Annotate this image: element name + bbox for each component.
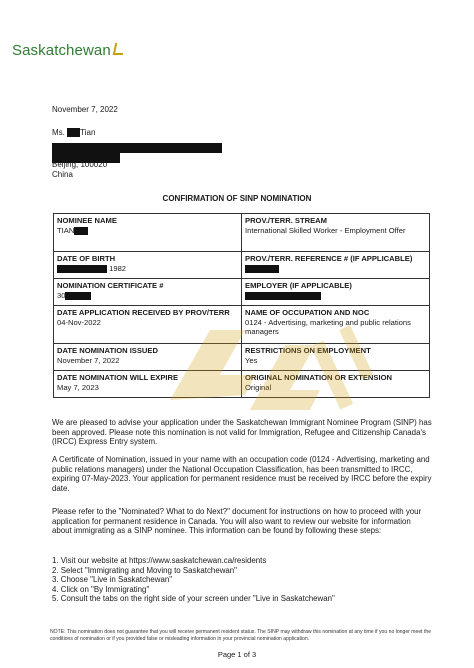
list-item: 4. Click on "By Immigrating" xyxy=(52,584,150,594)
paragraph-instructions: Please refer to the "Nominated? What to do Next?" document for instructions on how to proceed with your application for permanent residence in Canada. You will also want to review our website for information about immigrating as a SINP nominee. This information can be found by following these steps: xyxy=(52,507,422,536)
cell-label: PROV./TERR. STREAM xyxy=(245,216,327,225)
cell-label: EMPLOYER (IF APPLICABLE) xyxy=(245,281,352,290)
table-cell xyxy=(242,279,430,306)
redaction-bar xyxy=(57,265,107,273)
cell-value: 0124 - Advertising, marketing and public relations managers xyxy=(245,317,411,336)
cell-value: May 7, 2023 xyxy=(57,382,99,392)
wheat-icon xyxy=(112,43,125,55)
table-cell xyxy=(54,279,242,306)
address-city: Beijing, 100020 xyxy=(52,160,108,169)
list-item: 3. Choose "Live in Saskatchewan" xyxy=(52,575,173,585)
cell-value: Yes xyxy=(245,355,258,365)
redaction-bar xyxy=(67,128,80,137)
logo-text: Saskatchewan xyxy=(12,42,111,59)
table-cell xyxy=(242,371,430,398)
redaction-bar xyxy=(65,292,91,300)
document-title: CONFIRMATION OF SINP NOMINATION xyxy=(162,194,312,203)
cell-value: 30 xyxy=(57,290,66,300)
redaction-bar xyxy=(245,265,279,273)
saskatchewan-logo xyxy=(12,42,124,59)
letter-date: November 7, 2022 xyxy=(52,105,118,114)
table-cell xyxy=(242,214,430,252)
table-cell xyxy=(54,371,242,398)
recipient-name: Tian xyxy=(80,128,96,137)
table-row xyxy=(54,371,430,398)
cell-label: NOMINATION CERTIFICATE # xyxy=(57,281,164,290)
table-cell xyxy=(242,344,430,371)
cell-label: DATE NOMINATION ISSUED xyxy=(57,346,158,355)
paragraph-approval: We are pleased to advise your application under the Saskatchewan Immigrant Nominee Program (SINP) has been approved. Please note this nomination is not valid for Immigration, Refugee and Citizenship Canada's (IRCC) Express Entry system. xyxy=(52,418,432,447)
cell-label: DATE OF BIRTH xyxy=(57,254,116,263)
cell-label: DATE NOMINATION WILL EXPIRE xyxy=(57,373,179,382)
cell-value: November 7, 2022 xyxy=(57,355,120,365)
cell-value: 1982 xyxy=(109,263,127,273)
cell-label: NAME OF OCCUPATION AND NOC xyxy=(245,308,370,317)
cell-label: DATE APPLICATION RECEIVED BY PROV/TERR xyxy=(57,308,230,317)
steps-list xyxy=(52,556,432,604)
table-row xyxy=(54,252,430,279)
footer-note: NOTE: This nomination does not guarantee that you will receive permanent resident status. The SINP may withdraw this nomination at any time if you no longer meet the conditions of nomination or if you provided false or misleading information in your provincial nomination application. xyxy=(50,629,432,642)
list-item: 2. Select "Immigrating and Moving to Saskatchewan" xyxy=(52,565,237,575)
table-row xyxy=(54,306,430,344)
paragraph-certificate: A Certificate of Nomination, issued in your name with an occupation code (0124 - Advertising, marketing and public relations managers) under the National Occupation Classification, has been transmitted to IRCC, expiring 07-May-2023. Your application for permanent residence must be received by IRCC before the expiry date. xyxy=(52,455,432,493)
cell-value: 04-Nov-2022 xyxy=(57,317,101,327)
redaction-bar xyxy=(74,227,88,235)
list-item: 1. Visit our website at https://www.saskatchewan.ca/residents xyxy=(52,556,267,565)
recipient-name-line xyxy=(52,128,95,138)
cell-label: ORIGINAL NOMINATION OR EXTENSION xyxy=(245,373,392,382)
cell-value: TIAN xyxy=(57,225,75,235)
page-number: Page 1 of 3 xyxy=(217,650,257,659)
table-cell xyxy=(54,252,242,279)
cell-label: RESTRICTIONS ON EMPLOYMENT xyxy=(245,346,371,355)
salutation-prefix: Ms. xyxy=(52,128,65,137)
table-cell xyxy=(54,344,242,371)
address-country: China xyxy=(52,170,73,179)
cell-value: Original xyxy=(245,382,272,392)
cell-value: International Skilled Worker - Employment Offer xyxy=(245,225,406,235)
nomination-table xyxy=(53,213,430,398)
table-row xyxy=(54,279,430,306)
table-cell xyxy=(54,214,242,252)
cell-label: PROV./TERR. REFERENCE # (IF APPLICABLE) xyxy=(245,254,413,263)
cell-label: NOMINEE NAME xyxy=(57,216,117,225)
redaction-bar xyxy=(245,292,321,300)
table-cell xyxy=(242,252,430,279)
table-cell xyxy=(242,306,430,344)
table-cell xyxy=(54,306,242,344)
table-row xyxy=(54,214,430,252)
list-item: 5. Consult the tabs on the right side of your screen under "Live in Saskatchewan" xyxy=(52,594,335,604)
table-row xyxy=(54,344,430,371)
